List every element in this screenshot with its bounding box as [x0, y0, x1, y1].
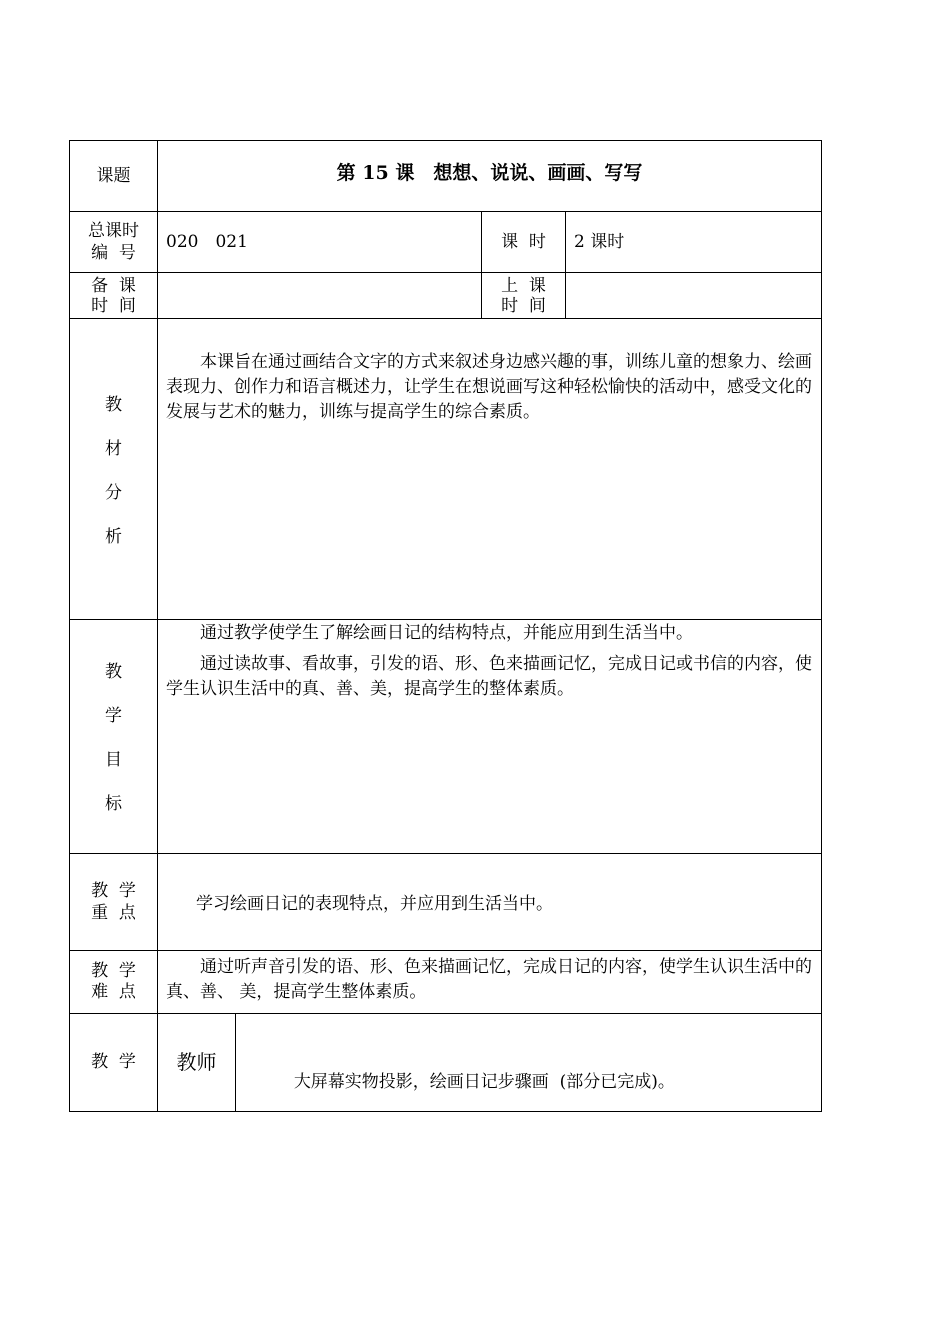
hours-value [574, 230, 814, 255]
hours-label [482, 212, 565, 272]
title-label [70, 141, 157, 211]
class-time-label [482, 273, 565, 318]
materials-label-char: 材 [105, 439, 122, 459]
key-points-label-line1: 教 学 [91, 881, 136, 901]
materials-label-char: 析 [105, 527, 122, 547]
objectives-text [166, 621, 814, 702]
objectives-label-char: 教 [105, 662, 122, 682]
title-label-text: 课题 [96, 165, 131, 186]
teacher-prep-text [283, 1045, 813, 1095]
key-points-text [196, 892, 806, 917]
lesson-number-label-line1: 总课时 [88, 221, 139, 241]
class-time-label-line2: 时 间 [501, 295, 546, 316]
row-divider [69, 211, 822, 212]
prep-time-label [70, 273, 157, 318]
key-points-paragraph: 学习绘画日记的表现特点，并应用到生活当中。 [196, 894, 553, 914]
col-divider [235, 1013, 236, 1112]
lesson-number-value [166, 230, 476, 255]
hours-value-text: 2 课时 [574, 232, 625, 252]
objectives-label-char: 学 [105, 706, 122, 726]
objectives-label-char: 目 [105, 750, 122, 770]
row-divider [69, 950, 822, 951]
prep-label-text: 教 学 [91, 1052, 136, 1072]
row-divider [69, 272, 822, 273]
lesson-title-text: 第 15 课 想想、说说、画画、写写 [336, 161, 643, 184]
col-divider [157, 140, 158, 1112]
materials-paragraph: 本课旨在通过画结合文字的方式来叙述身边感兴趣的事，训练儿童的想象力、绘画表现力、创作力和语言概述力，让学生在想说画写这种轻松愉快的活动中，感受文化的发展与艺术的魅力，训练与提高学生的综合素质。 [166, 352, 812, 422]
difficulties-text [166, 955, 814, 1005]
materials-label-char: 分 [105, 483, 122, 503]
objectives-paragraph-2: 通过读故事、看故事，引发的语、形、色来描画记忆，完成日记或书信的内容，使学生认识生活中的真、善、美，提高学生的整体素质。 [166, 654, 812, 699]
table-border-bottom [69, 1111, 822, 1112]
difficulties-paragraph: 通过听声音引发的语、形、色来描画记忆，完成日记的内容，使学生认识生活中的真、善、 美，提高学生整体素质。 [166, 957, 812, 1002]
objectives-label-char: 标 [105, 794, 122, 814]
prep-label [70, 1014, 157, 1111]
difficulties-label [70, 951, 157, 1013]
materials-label [70, 393, 157, 569]
prep-time-label-line2: 时 间 [91, 295, 136, 316]
key-points-label-line2: 重 点 [91, 903, 136, 923]
difficulties-label-line1: 教 学 [91, 961, 136, 981]
teacher-prep-paragraph: 大屏幕实物投影，绘画日记步骤画 (部分已完成)。 [293, 1072, 675, 1092]
objectives-label [70, 660, 157, 836]
class-time-label-line1: 上 课 [501, 275, 546, 296]
objectives-paragraph-1: 通过教学使学生了解绘画日记的结构特点，并能应用到生活当中。 [200, 623, 693, 643]
materials-label-char: 教 [105, 395, 122, 415]
difficulties-label-line2: 难 点 [91, 982, 136, 1002]
prep-time-label-line1: 备 课 [91, 275, 136, 296]
col-divider [565, 211, 566, 319]
lesson-number-label-line2: 编 号 [91, 243, 136, 263]
lesson-number-label [70, 212, 157, 272]
teacher-label-text: 教师 [176, 1050, 217, 1074]
row-divider [69, 619, 822, 620]
row-divider [69, 318, 822, 319]
table-border-right [821, 140, 822, 1112]
key-points-label [70, 854, 157, 950]
lesson-number-value-text: 020 021 [166, 232, 248, 252]
hours-label-text: 课 时 [501, 231, 546, 252]
materials-text [166, 350, 814, 425]
row-divider [69, 853, 822, 854]
teacher-label [158, 1014, 235, 1111]
lesson-title [158, 141, 821, 205]
